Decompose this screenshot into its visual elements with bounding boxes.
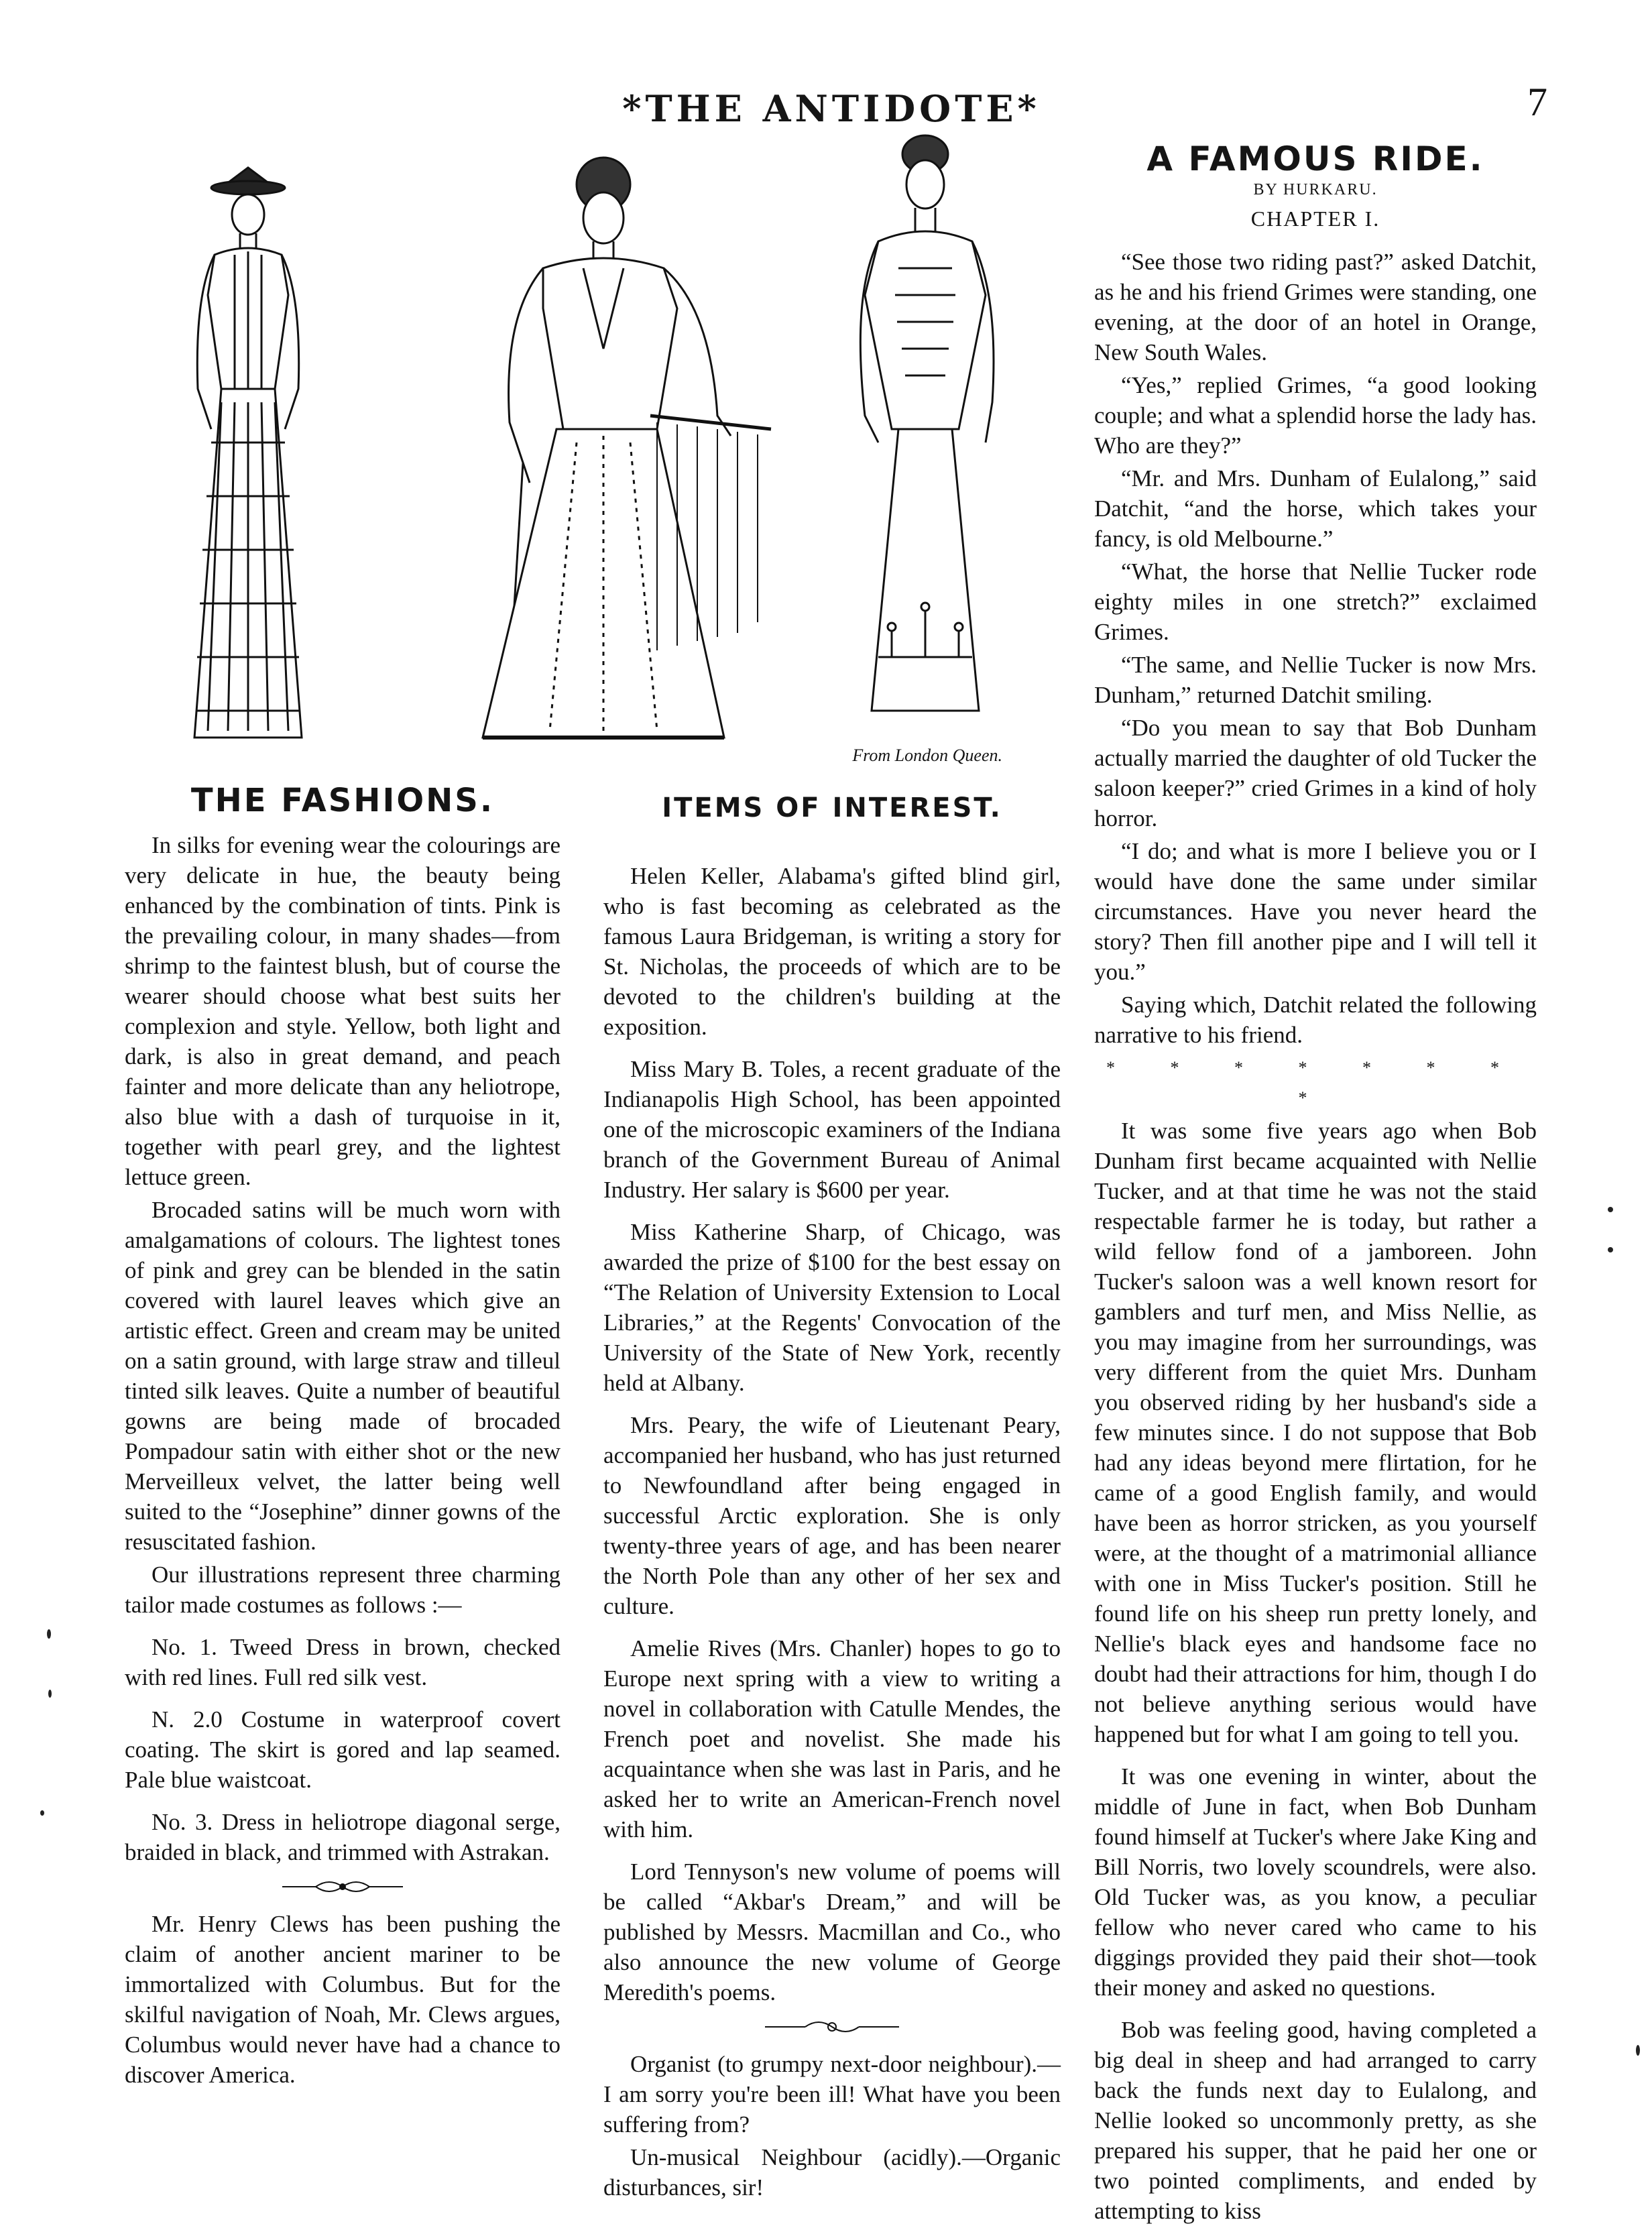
ride-paragraph: Saying which, Datchit related the following narrative to his friend. xyxy=(1094,992,1537,1048)
items-paragraph: Mrs. Peary, the wife of Lieutenant Peary, accompanied her husband, who has just returned to Newfoundland after being engaged in successful Arctic exploration. She is only twenty-three years of age, and has been nearer the North Pole than any other of her sex and culture. xyxy=(603,1412,1061,1619)
ride-paragraph: “What, the horse that Nellie Tucker rode eighty miles in one stretch?” exclaimed Grimes. xyxy=(1094,559,1537,645)
items-paragraph: Miss Katherine Sharp, of Chicago, was awarded the prize of $100 for the best essay on “The Relation of University Extension to Local Libraries,” at the Regents' Convocation of the University of the State of New York, recently held at Albany. xyxy=(603,1219,1061,1396)
ornament-divider xyxy=(276,1877,410,1897)
fashions-column xyxy=(125,830,560,2090)
ride-paragraph: It was some five years ago when Bob Dunham first became acquainted with Nellie Tucker, and at that time he was not the staid respectable farmer he is today, but rather a wild fellow fond of a jamboreen. John Tucker's saloon was a well known resort for gamblers and turf men, and Miss Nellie, as you may imagine from her surroundings, was very different from the quiet Mrs. Dunham you observed riding by her husband's side a few minutes since. I do not suppose that Bob had any ideas beyond mere flirtation, for he came of a good English family, and would have been as horror stricken, as you yourself were, at the thought of a matrimonial alliance with one in Miss Tucker's position. Still he found life on his sheep run pretty lonely, and Nellie's black eyes and handsome face no doubt had their attractions for him, though I do not believe anything serious would have happened but for what I am going to tell you. xyxy=(1094,1118,1537,1747)
items-paragraph: Lord Tennyson's new volume of poems will be called “Akbar's Dream,” and will be published by Messrs. Macmillan and Co., who also announce the new volume of George Meredith's poems. xyxy=(603,1859,1061,2005)
ride-paragraph: “Do you mean to say that Bob Dunham actually married the daughter of old Tucker the saloon keeper?” cried Grimes in a kind of holy horror. xyxy=(1094,715,1537,831)
figure-tweed-dress xyxy=(148,161,349,751)
illustration-caption: From London Queen. xyxy=(852,746,1002,765)
items-heading: ITEMS OF INTEREST. xyxy=(662,793,1002,823)
items-column xyxy=(603,861,1061,2203)
ride-byline: BY HURKARU. xyxy=(1253,181,1378,198)
fashion-illustrations xyxy=(148,134,1046,758)
fashions-item-1: No. 1. Tweed Dress in brown, checked with red lines. Full red silk vest. xyxy=(125,1634,560,1690)
ride-heading: A FAMOUS RIDE. xyxy=(1146,139,1484,178)
ride-paragraph: Bob was feeling good, having completed a big deal in sheep and had arranged to carry back the funds next day to Eulalong, and Nellie looked so uncommonly pretty, as she prepared his supper, that he paid her one or two pointed compliments, and ended by attempting to kiss xyxy=(1094,2017,1537,2224)
ride-paragraph: “See those two riding past?” asked Datchit, as he and his friend Grimes were standing, one evening, at the door of an hotel in Orange, New South Wales. xyxy=(1094,249,1537,365)
ornament-divider xyxy=(758,2017,906,2037)
ride-paragraph: “Yes,” replied Grimes, “a good looking couple; and what a splendid horse the lady has. Who are they?” xyxy=(1094,372,1537,459)
ride-paragraph: It was one evening in winter, about the middle of June in fact, when Bob Dunham found himself at Tucker's where Jake King and Bill Norris, two lovely scoundrels, were also. Old Tucker was, as you know, a peculiar fellow who never cared who came to his diggings provided they paid their shot—took their money and asked no questions. xyxy=(1094,1763,1537,2001)
fashions-paragraph: Our illustrations represent three charming tailor made costumes as follows :— xyxy=(125,1562,560,1618)
fashions-paragraph: In silks for evening wear the colourings are very delicate in hue, the beauty being enhanced by the combination of tints. Pink is the prevailing colour, in many shades—from shrimp to the faintest blush, but of course the wearer should choose what best suits her complexion and style. Yellow, both light and dark, is also in great demand, and peach fainter and more delicate than any heliotrope, also blue with a dash of turquoise in it, together with pearl grey, and the lightest lettuce green. xyxy=(125,832,560,1190)
clews-paragraph: Mr. Henry Clews has been pushing the claim of another ancient mariner to be immortalized with Columbus. But for the skilful navigation of Noah, Mr. Clews argues, Columbus would never have had a chance to discover America. xyxy=(125,1911,560,2088)
figure-heliotrope-dress xyxy=(818,134,1032,738)
ride-paragraph: “Mr. and Mrs. Dunham of Eulalong,” said Datchit, “and the horse, which takes your fancy, is old Melbourne.” xyxy=(1094,465,1537,552)
joke-paragraph: Organist (to grumpy next-door neighbour).—I am sorry you're been ill! What have you been suffering from? xyxy=(603,2051,1061,2137)
items-paragraph: Helen Keller, Alabama's gifted blind girl, who is fast becoming as celebrated as the famous Laura Bridgeman, is writing a story for St. Nicholas, the proceeds of which are to be devoted to the children's building at the exposition. xyxy=(603,863,1061,1040)
items-paragraph: Amelie Rives (Mrs. Chanler) hopes to go to Europe next spring with a view to writing a novel in collaboration with Catulle Mendes, the French poet and novelist. She made his acquaintance when she was last in Paris, and he asked her to write an American-French novel with him. xyxy=(603,1635,1061,1842)
fashions-paragraph: Brocaded satins will be much worn with amalgamations of colours. The lightest tones of pink and grey can be blended in the satin covered with laurel leaves which give an artistic effect. Green and cream may be united on a satin ground, with large straw and tilleul tinted silk leaves. Quite a number of beautiful gowns are being made of brocaded Pompadour satin with either shot or the new Merveilleux velvet, the latter being well suited to the “Josephine” dinner gowns of the resuscitated fashion. xyxy=(125,1197,560,1555)
fashions-item-3: No. 3. Dress in heliotrope diagonal serge, braided in black, and trimmed with Astrakan. xyxy=(125,1809,560,1865)
ride-paragraph: “I do; and what is more I believe you or I would have done the same under similar circumstances. Have you never heard the story? Then fill another pipe and I will tell it you.” xyxy=(1094,838,1537,985)
ride-chapter: CHAPTER I. xyxy=(1250,207,1380,231)
railing-drawing xyxy=(644,402,778,657)
items-paragraph: Miss Mary B. Toles, a recent graduate of the Indianapolis High School, has been appointed one of the microscopic examiners of the Indiana branch of the Government Bureau of Animal Industry. Her salary is $600 per year. xyxy=(603,1056,1061,1203)
fashions-item-2: N. 2.0 Costume in waterproof covert coating. The skirt is gored and lap seamed. Pale blue waistcoat. xyxy=(125,1706,560,1793)
fashions-heading: THE FASHIONS. xyxy=(190,782,495,819)
joke-paragraph: Un-musical Neighbour (acidly).—Organic disturbances, sir! xyxy=(603,2144,1061,2201)
page-number: 7 xyxy=(1527,80,1547,124)
ride-column xyxy=(1094,247,1537,2226)
masthead: *THE ANTIDOTE* xyxy=(622,87,1041,130)
ride-paragraph: “The same, and Nellie Tucker is now Mrs. Dunham,” returned Datchit smiling. xyxy=(1094,652,1537,708)
section-break-stars: * * * * * * * * xyxy=(1106,1058,1525,1108)
